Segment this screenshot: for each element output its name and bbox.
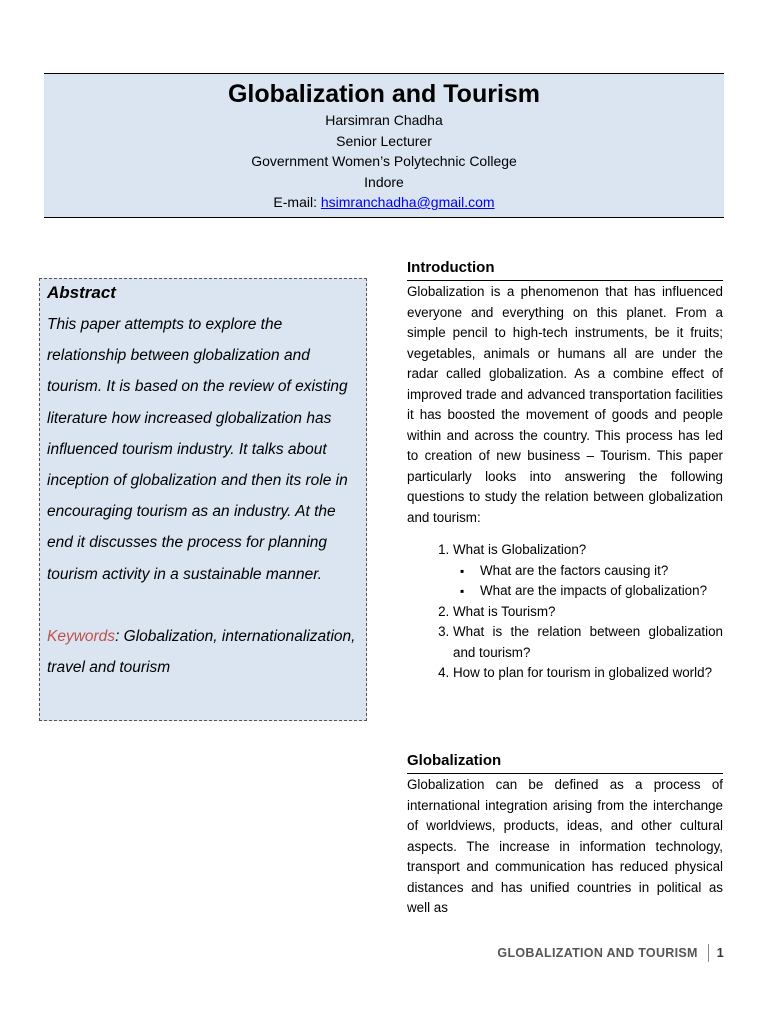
abstract-title: Abstract bbox=[47, 283, 116, 302]
question-list bbox=[407, 540, 723, 684]
page-number: 1 bbox=[716, 946, 724, 960]
email-label: E-mail: bbox=[273, 194, 321, 210]
footer-divider bbox=[708, 944, 709, 962]
globalization-body: Globalization can be defined as a process of international integration arising from the interchange of worldviews, products, ideas, and other cultural aspects. The increase in information technology, transport and communication has reduced physical distances and has unified countries in political as well as bbox=[407, 777, 723, 915]
keywords-label: Keywords bbox=[47, 627, 116, 645]
introduction-body: Globalization is a phenomenon that has influenced everyone and everything on this planet. From a simple pencil to high-tech instruments, be it fruits; vegetables, animals or humans all are under the radar called globalization. As a combine effect of improved trade and advanced transportation facilities it has boosted the movement of goods and people within and across the country. This process has led to creation of new business – Tourism. This paper particularly looks into answering the following questions to study the relation between globalization and tourism: bbox=[407, 284, 723, 525]
abstract-box bbox=[39, 278, 367, 721]
list-item: 1. What is Globalization? ▪ What are the factors causing it? ▪ What are the impacts of globalization? bbox=[453, 540, 723, 602]
paper-header bbox=[44, 73, 724, 218]
list-item: 3. What is the relation between globalization and tourism? bbox=[453, 622, 723, 663]
author-name: Harsimran Chadha bbox=[325, 112, 443, 128]
running-title: GLOBALIZATION AND TOURISM bbox=[497, 946, 698, 960]
list-item: 4. How to plan for tourism in globalized world? bbox=[453, 663, 723, 684]
keywords-text: : Globalization, internationalization, travel and tourism bbox=[47, 627, 356, 677]
author-city: Indore bbox=[364, 173, 404, 190]
author-email-line bbox=[44, 192, 724, 213]
paper-title: Globalization and Tourism bbox=[227, 80, 541, 108]
introduction-title: Introduction bbox=[407, 257, 723, 281]
email-link[interactable]: hsimranchadha@gmail.com bbox=[320, 194, 495, 210]
list-item: 2. What is Tourism? bbox=[453, 602, 723, 623]
list-item: ▪ What are the impacts of globalization? bbox=[480, 581, 723, 602]
keywords bbox=[47, 621, 360, 683]
author-institution: Government Women’s Polytechnic College bbox=[251, 153, 517, 169]
page-footer bbox=[497, 944, 724, 962]
introduction-section bbox=[407, 257, 723, 684]
abstract-body: This paper attempts to explore the relationship between globalization and tourism. It is based on the review of existing literature how increased globalization has influenced tourism industry. It talks about inception of globalization and then its role in encouraging tourism as an industry. At the end it discusses the process for planning tourism activity in a sustainable manner. bbox=[47, 316, 348, 583]
author-position: Senior Lecturer bbox=[336, 132, 432, 149]
globalization-title: Globalization bbox=[407, 750, 723, 774]
globalization-section bbox=[407, 750, 723, 919]
list-item: ▪ What are the factors causing it? bbox=[480, 561, 723, 582]
